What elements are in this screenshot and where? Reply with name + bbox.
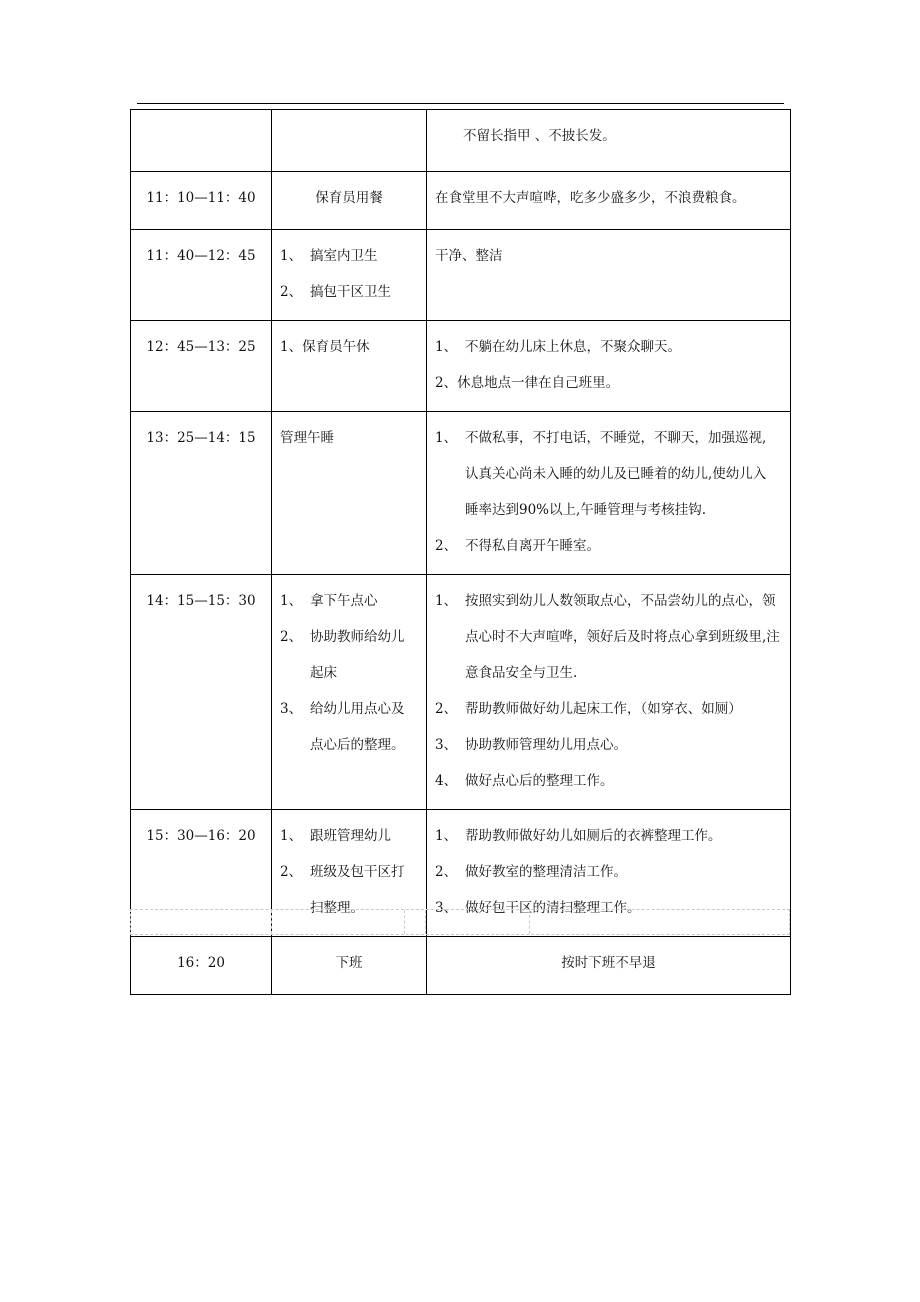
task-item-text: 班级及包干区打	[310, 864, 405, 880]
time-range: 11：40—12：45	[146, 248, 256, 264]
requirement-number: 2、	[435, 864, 458, 880]
requirement-line	[435, 655, 782, 691]
task-cell	[272, 230, 427, 321]
schedule-row	[131, 575, 791, 810]
requirement-cell	[427, 110, 791, 172]
schedule-row	[131, 172, 791, 230]
time-range: 16：20	[177, 955, 225, 971]
time-range: 14：15—15：30	[146, 593, 256, 609]
requirement-number: 2、	[435, 538, 458, 554]
requirement-line	[435, 763, 782, 799]
task-item-number: 1、	[280, 593, 303, 609]
task-item-number: 1、	[280, 248, 303, 264]
requirement-number	[435, 619, 465, 655]
requirement-number: 1、	[435, 828, 458, 844]
task-item-number: 2、	[280, 284, 303, 300]
task-item-text: 协助教师给幼儿	[310, 629, 405, 645]
time-range: 15：30—16：20	[146, 828, 256, 844]
requirement-text: 做好包干区的清扫整理工作。	[465, 900, 641, 916]
requirement-text: 2、休息地点一律在自己班里。	[435, 375, 620, 391]
task-item-text: 搞室内卫生	[310, 248, 378, 264]
requirement-line	[435, 456, 782, 492]
requirement-number: 1、	[435, 430, 458, 446]
task-text: 保育员用餐	[315, 190, 383, 206]
requirement-number: 3、	[435, 900, 458, 916]
task-item-line	[280, 691, 418, 727]
time-cell	[131, 321, 272, 412]
requirement-line	[435, 528, 782, 564]
task-item-text: 跟班管理幼儿	[310, 828, 391, 844]
task-cell	[272, 172, 427, 230]
time-range: 12：45—13：25	[146, 339, 256, 355]
requirement-number	[435, 456, 465, 492]
task-item-number: 1、	[280, 828, 303, 844]
header-rule	[137, 103, 784, 104]
task-item-line	[280, 854, 418, 890]
requirement-text: 按照实到幼儿人数领取点心，不品尝幼儿的点心，领	[465, 593, 776, 609]
requirement-line	[435, 619, 782, 655]
task-item-line	[280, 727, 418, 763]
task-item-line	[280, 818, 418, 854]
requirement-line	[435, 492, 782, 528]
schedule-row	[131, 110, 791, 172]
requirement-text: 认真关心尚未入睡的幼儿及已睡着的幼儿,使幼儿入	[465, 466, 767, 482]
task-item-line	[280, 583, 418, 619]
task-text: 下班	[335, 955, 363, 971]
task-item-line	[280, 619, 418, 655]
requirement-text: 帮助教师做好幼儿如厕后的衣裤整理工作。	[465, 828, 722, 844]
requirement-number	[435, 655, 465, 691]
requirement-cell	[427, 230, 791, 321]
schedule-table	[130, 109, 791, 995]
time-cell	[131, 575, 272, 810]
requirement-text: 不留长指甲 、不披长发。	[463, 128, 616, 144]
task-cell	[272, 321, 427, 412]
requirement-line	[435, 691, 782, 727]
requirement-text: 不躺在幼儿床上休息，不聚众聊天。	[465, 339, 681, 355]
requirement-text: 做好教室的整理清洁工作。	[465, 864, 627, 880]
time-cell	[131, 937, 272, 995]
task-cell	[272, 937, 427, 995]
empty-ghost-row	[130, 909, 790, 935]
requirement-number: 2、	[435, 701, 458, 717]
task-item-text: 拿下午点心	[310, 593, 378, 609]
task-item-line	[280, 238, 418, 274]
task-item-text: 起床	[310, 665, 337, 681]
requirement-number: 1、	[435, 593, 458, 609]
requirement-text: 不做私事，不打电话，不睡觉，不聊天，加强巡视,	[465, 430, 767, 446]
task-item-number	[280, 727, 310, 763]
requirement-text: 做好点心后的整理工作。	[465, 773, 614, 789]
time-cell	[131, 172, 272, 230]
task-item-line	[280, 655, 418, 691]
time-cell	[131, 412, 272, 575]
time-range: 13：25—14：15	[146, 430, 256, 446]
requirement-text: 帮助教师做好幼儿起床工作，（如穿衣、如厕）	[465, 701, 742, 717]
task-item-line	[280, 274, 418, 310]
requirement-line	[435, 365, 782, 401]
task-item-text: 搞包干区卫生	[310, 284, 391, 300]
task-item-number	[280, 655, 310, 691]
task-item-number: 2、	[280, 864, 303, 880]
requirement-text: 按时下班不早退	[561, 955, 656, 971]
schedule-body	[131, 110, 791, 995]
requirement-number: 3、	[435, 737, 458, 753]
requirement-number	[435, 492, 465, 528]
requirement-cell	[427, 321, 791, 412]
task-item-text: 给幼儿用点心及	[310, 701, 405, 717]
requirement-text: 干净、整洁	[435, 248, 503, 264]
requirement-text: 在食堂里不大声喧哗，吃多少盛多少，不浪费粮食。	[435, 190, 746, 206]
task-item-text: 点心后的整理。	[310, 737, 405, 753]
schedule-row	[131, 937, 791, 995]
requirement-line	[435, 329, 782, 365]
task-cell	[272, 412, 427, 575]
requirement-text: 意食品安全与卫生.	[465, 665, 578, 681]
requirement-number: 4、	[435, 773, 458, 789]
requirement-cell	[427, 937, 791, 995]
requirement-text: 点心时不大声喧哗，领好后及时将点心拿到班级里,注	[465, 629, 780, 645]
requirement-line	[435, 854, 782, 890]
requirement-text: 睡率达到90%以上,午睡管理与考核挂钩.	[465, 502, 707, 518]
task-item-text: 扫整理。	[310, 900, 364, 916]
schedule-row	[131, 321, 791, 412]
requirement-cell	[427, 412, 791, 575]
time-range: 11：10—11：40	[146, 190, 256, 206]
task-cell	[272, 110, 427, 172]
requirement-text: 协助教师管理幼儿用点心。	[465, 737, 627, 753]
task-text: 1、保育员午休	[280, 339, 370, 355]
task-item-number: 3、	[280, 701, 303, 717]
task-cell	[272, 575, 427, 810]
time-cell	[131, 110, 272, 172]
requirement-cell	[427, 172, 791, 230]
requirement-number: 1、	[435, 339, 458, 355]
task-item-number: 2、	[280, 629, 303, 645]
time-cell	[131, 230, 272, 321]
schedule-row	[131, 230, 791, 321]
requirement-cell	[427, 575, 791, 810]
requirement-line	[435, 583, 782, 619]
requirement-line	[435, 818, 782, 854]
requirement-text: 不得私自离开午睡室。	[465, 538, 600, 554]
schedule-row	[131, 412, 791, 575]
requirement-line	[435, 727, 782, 763]
task-text: 管理午睡	[280, 430, 334, 446]
requirement-line	[435, 420, 782, 456]
